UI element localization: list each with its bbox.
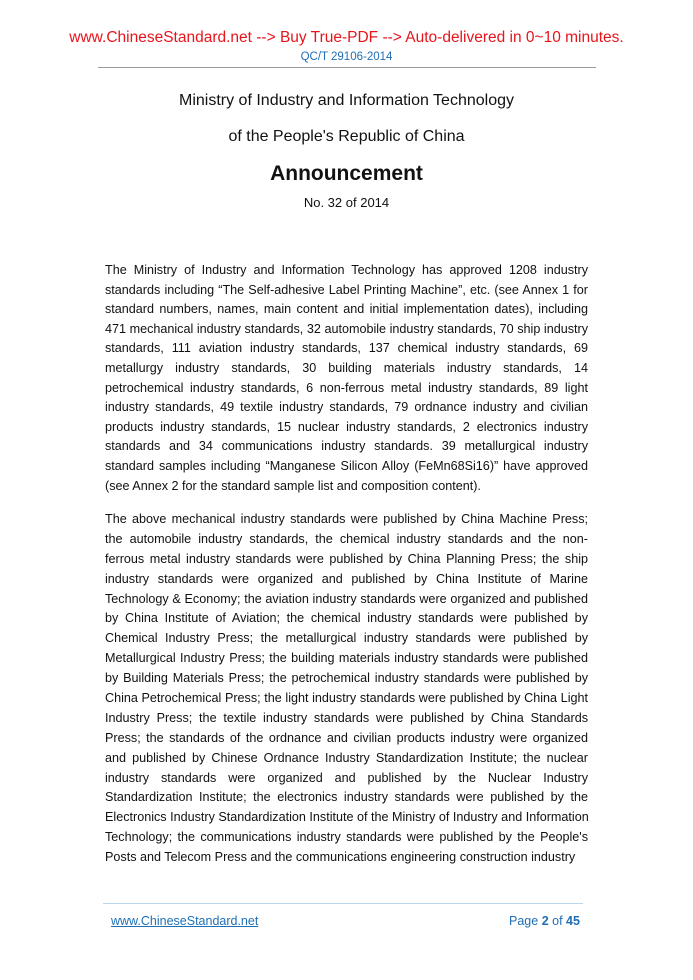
text-line: Press; the standards of the ordnance and civilian products industry were organized [105, 730, 588, 745]
text-line: industry standards were organized and published by China Institute of Marine [105, 571, 588, 586]
footer-website-link[interactable]: www.ChineseStandard.net [111, 914, 259, 928]
text-line: Technology & Economy; the aviation industry standards were organized and published [105, 591, 588, 606]
text-line: Industry Press; the textile industry standards were published by China Standards [105, 710, 588, 725]
page-current: 2 [541, 914, 549, 928]
text-line: standards and 34 communications industry standards. 39 metallurgical industry [105, 439, 588, 454]
text-line: Technology; the communications industry standards were published by the People's [105, 830, 588, 845]
text-line: industry standards were organized and published by the Nuclear Industry [105, 770, 588, 785]
text-line: by Building Materials Press; the petrochemical industry standards were published by [105, 671, 588, 686]
text-line: Electronics Industry Standardization Institute of the Ministry of Industry and Information [105, 810, 589, 825]
paragraph-2 [105, 510, 588, 868]
issuer-line-2: of the People's Republic of China [228, 128, 465, 145]
text-line: by China Institute of Aviation; the chemical industry standards were published by [105, 611, 588, 626]
text-line: Metallurgical Industry Press; the building materials industry standards were published [105, 651, 588, 666]
header-divider [98, 67, 596, 68]
text-line: standards including “The Self-adhesive Label Printing Machine”, etc. (see Annex 1 for [105, 282, 588, 297]
text-line: industry standards, 49 textile industry standards, 79 ordnance industry and civilian [105, 400, 588, 415]
announcement-number: No. 32 of 2014 [303, 195, 390, 210]
text-line: standard samples including “Manganese Silicon Alloy (FeMn68Si16)” have approved [105, 458, 588, 473]
text-line: the automobile industry standards, the chemical industry standards and the non- [105, 531, 588, 546]
text-line: standard numbers, names, main content and initial implementation dates), including [105, 302, 588, 317]
text-line: Chemical Industry Press; the metallurgical industry standards were published by [105, 631, 588, 646]
text-line: ferrous metal industry standards were published by China Planning Press; the ship [105, 551, 588, 566]
page-indicator [509, 914, 580, 928]
text-line: China Petrochemical Press; the light industry standards were published by China Light [105, 691, 588, 706]
footer-divider [103, 903, 583, 904]
text-line: The Ministry of Industry and Information Technology has approved 1208 industry [105, 263, 588, 277]
page-prefix: Page [509, 914, 539, 928]
text-line: products industry standards, 15 nuclear industry standards, 2 electronics industry [105, 419, 588, 434]
page-of: of [552, 914, 563, 928]
text-line: The above mechanical industry standards were published by China Machine Press; [105, 512, 588, 526]
text-line: and published by Chinese Ordnance Industry Standardization Institute; the nuclear [105, 750, 588, 765]
text-line: 471 mechanical industry standards, 32 automobile industry standards, 70 ship industry [105, 321, 588, 336]
promo-banner: www.ChineseStandard.net --> Buy True-PDF --> Auto-delivered in 0~10 minutes. [69, 29, 624, 46]
text-line: (see Annex 2 for the standard sample list and composition content). [105, 478, 481, 493]
text-line: petrochemical industry standards, 6 non-ferrous metal industry standards, 89 light [105, 380, 588, 395]
document-heading: Announcement [270, 162, 423, 185]
text-line: metallurgy industry standards, 30 building materials industry standards, 14 [105, 360, 588, 375]
text-line: Posts and Telecom Press and the communications engineering construction industry [105, 850, 576, 865]
paragraph-1 [105, 261, 588, 496]
standard-number: QC/T 29106-2014 [300, 51, 393, 63]
page-total: 45 [566, 914, 580, 928]
text-line: Standardization Institute; the electronics industry standards were published by the [105, 790, 588, 805]
issuer-line-1: Ministry of Industry and Information Technology [179, 92, 514, 109]
text-line: standards, 111 aviation industry standards, 137 chemical industry standards, 69 [105, 341, 588, 356]
